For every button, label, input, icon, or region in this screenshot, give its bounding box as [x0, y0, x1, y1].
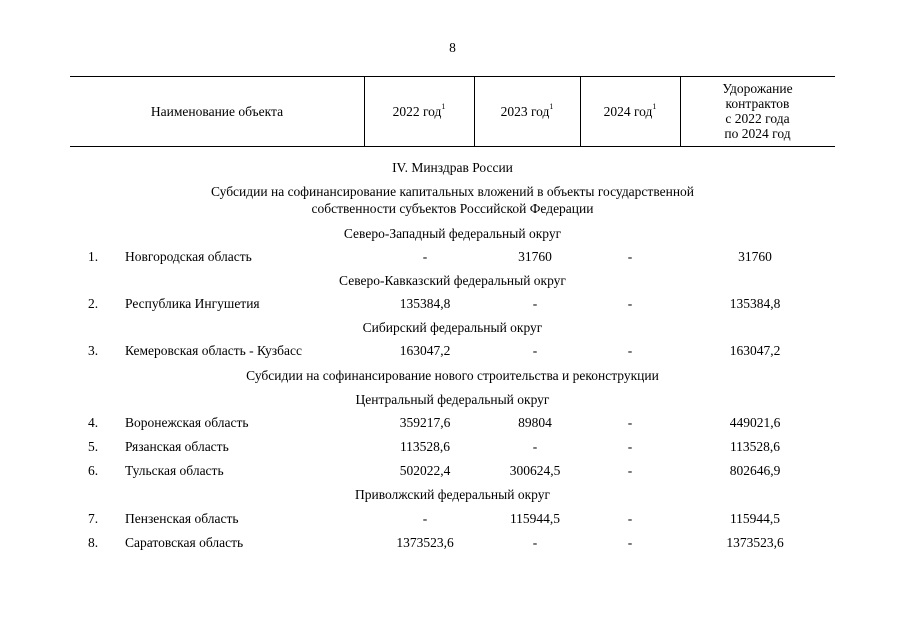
value-2023: 115944,5	[509, 511, 561, 526]
value-2023: 31760	[518, 249, 552, 264]
district-central: Центральный федеральный округ	[355, 392, 550, 407]
value-2022: 502022,4	[399, 463, 451, 478]
header-2022: 2022 год $^1$	[392, 102, 446, 119]
district-volga: Приволжский федеральный округ	[354, 487, 550, 502]
object-name: Тульская область	[125, 463, 224, 478]
row-number: 2.	[88, 296, 99, 311]
row-number: 4.	[88, 415, 99, 430]
value-2022: 1373523,6	[396, 535, 454, 550]
object-name: Саратовская область	[125, 535, 244, 550]
value-2022: 135384,8	[399, 296, 451, 311]
value-increase: 163047,2	[729, 343, 781, 358]
value-2024: -	[627, 511, 633, 526]
value-2022: -	[422, 249, 428, 264]
value-2024: -	[627, 439, 633, 454]
district-north-caucasus: Северо-Кавказский федеральный округ	[339, 273, 566, 288]
value-2023: 89804	[518, 415, 552, 430]
row-number: 3.	[88, 343, 99, 358]
row-number: 7.	[88, 511, 99, 526]
subsidy-heading-capital: собственности субъектов Российской Федерации	[311, 201, 594, 216]
table-row	[0, 414, 905, 432]
district-northwest: Северо-Западный федеральный округ	[343, 226, 562, 241]
object-name: Пензенская область	[125, 511, 239, 526]
object-name: Кемеровская область - Кузбасс	[125, 343, 302, 358]
subsidy-heading-capital: Субсидии на софинансирование капитальных вложений в объекты государственной	[210, 184, 695, 199]
header-object-name	[70, 76, 364, 146]
object-name: Рязанская область	[125, 439, 229, 454]
district-siberian: Сибирский федеральный округ	[362, 320, 543, 335]
value-2024: -	[627, 249, 633, 264]
header-2024: 2024 год $^1$	[603, 102, 657, 119]
row-number: 5.	[88, 439, 99, 454]
header-2023-text: 2023 год	[500, 103, 550, 119]
table-row	[0, 342, 905, 360]
value-2022: -	[422, 511, 428, 526]
object-name: Воронежская область	[125, 415, 249, 430]
row-number: 1.	[88, 249, 99, 264]
table-row	[0, 510, 905, 528]
value-increase: 115944,5	[729, 511, 781, 526]
table-row	[0, 295, 905, 313]
subsidy-heading-construction: Субсидии на софинансирование нового строительства и реконструкции	[246, 368, 659, 383]
value-2023: -	[532, 296, 538, 311]
header-cost-increase-line: Удорожание	[722, 81, 793, 96]
header-2022-text: 2022 год	[392, 103, 442, 119]
header-object-name-text: Наименование объекта	[150, 103, 284, 119]
header-cost-increase-line: контрактов	[725, 96, 790, 111]
value-increase: 1373523,6	[726, 535, 784, 550]
table-row	[0, 438, 905, 456]
table-row	[0, 462, 905, 480]
value-2024: -	[627, 463, 633, 478]
table-row	[0, 534, 905, 552]
value-2023: 300624,5	[509, 463, 561, 478]
row-number: 8.	[88, 535, 99, 550]
value-2023: -	[532, 439, 538, 454]
object-name: Республика Ингушетия	[125, 296, 260, 311]
value-2022: 113528,6	[399, 439, 451, 454]
value-increase: 31760	[738, 249, 772, 264]
value-2024: -	[627, 535, 633, 550]
header-cost-increase-line: с 2022 года	[725, 111, 790, 126]
value-2024: -	[627, 343, 633, 358]
value-2023: -	[532, 343, 538, 358]
value-increase: 113528,6	[729, 439, 781, 454]
value-increase: 449021,6	[729, 415, 781, 430]
value-2024: -	[627, 415, 633, 430]
value-2022: 163047,2	[399, 343, 451, 358]
object-name: Новгородская область	[125, 249, 252, 264]
table-header-bottom-rule	[70, 146, 835, 147]
header-cost-increase	[680, 76, 835, 146]
value-increase: 135384,8	[729, 296, 781, 311]
header-2023: 2023 год $^1$	[500, 102, 554, 119]
value-2024: -	[627, 296, 633, 311]
value-2023: -	[532, 535, 538, 550]
header-cost-increase-line: по 2024 год	[724, 126, 791, 141]
header-2024-text: 2024 год	[603, 103, 653, 119]
value-increase: 802646,9	[729, 463, 781, 478]
page-number: 8	[449, 40, 456, 55]
row-number: 6.	[88, 463, 99, 478]
section-title: IV. Минздрав России	[392, 160, 513, 175]
table-row	[0, 248, 905, 266]
value-2022: 359217,6	[399, 415, 451, 430]
